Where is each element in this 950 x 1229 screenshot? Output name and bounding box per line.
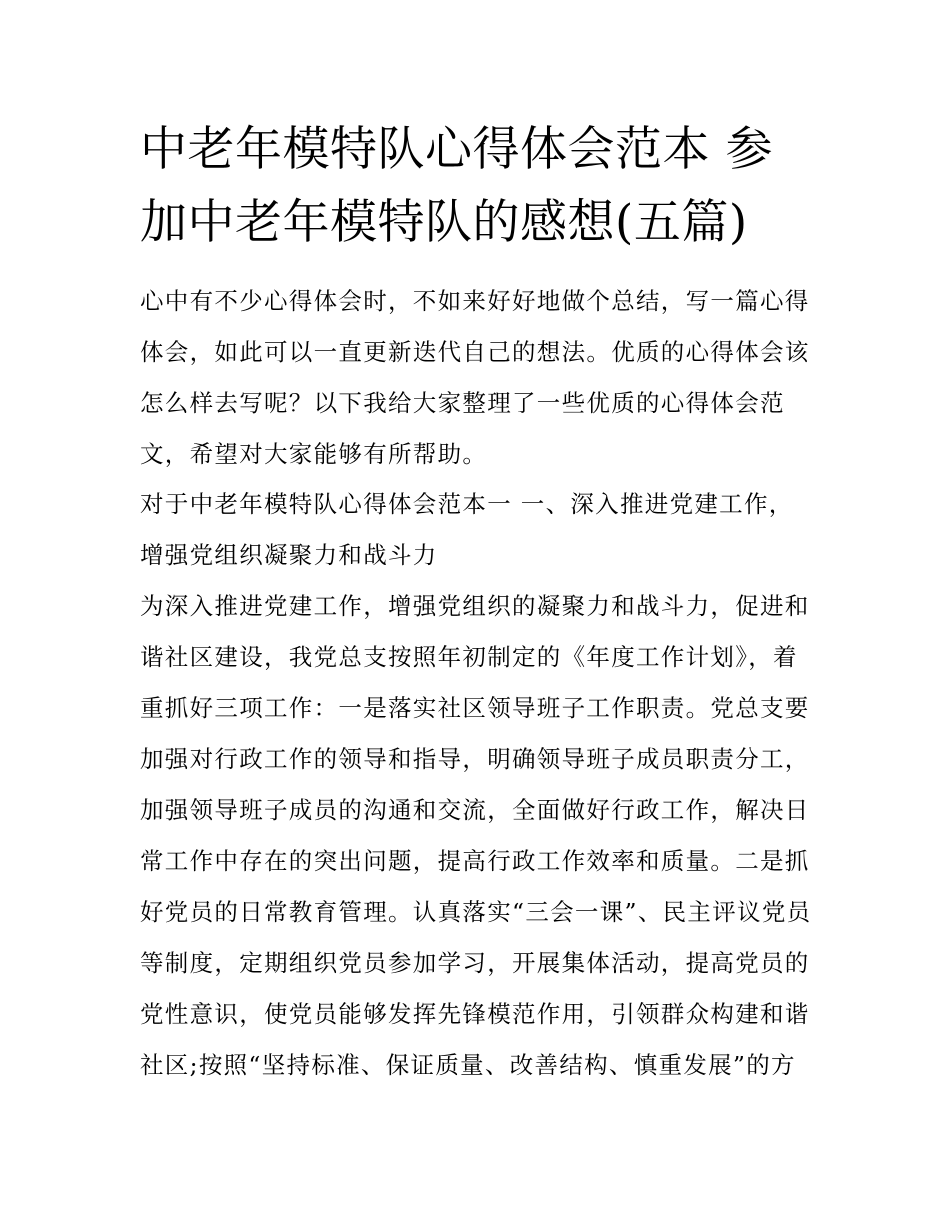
intro-paragraph: 心中有不少心得体会时，不如来好好地做个总结，写一篇心得体会，如此可以一直更新迭代自己的想法。优质的心得体会该怎么样去写呢？以下我给大家整理了一些优质的心得体会范文，希望对大家能够有所帮助。 bbox=[140, 287, 810, 468]
body-paragraph: 为深入推进党建工作，增强党组织的凝聚力和战斗力，促进和谐社区建设，我党总支按照年初制定的《年度工作计划》，着重抓好三项工作：一是落实社区领导班子工作职责。党总支要加强对行政工作的领导和指导，明确领导班子成员职责分工，加强领导班子成员的沟通和交流，全面做好行政工作，解决日常工作中存在的突出问题，提高行政工作效率和质量。二是抓好党员的日常教育管理。认真落实“三会一课”、民主评议党员等制度，定期组织党员参加学习，开展集体活动，提高党员的党性意识，使党员能够发挥先锋模范作用，引领群众构建和谐社区;按照“坚持标准、保证质量、改善结构、慎重发展”的方 bbox=[140, 592, 812, 1079]
section-heading: 对于中老年模特队心得体会范本一 一、深入推进党建工作，增强党组织凝聚力和战斗力 bbox=[140, 490, 794, 569]
document-title: 中老年模特队心得体会范本 参加中老年模特队的感想(五篇) bbox=[140, 122, 773, 250]
